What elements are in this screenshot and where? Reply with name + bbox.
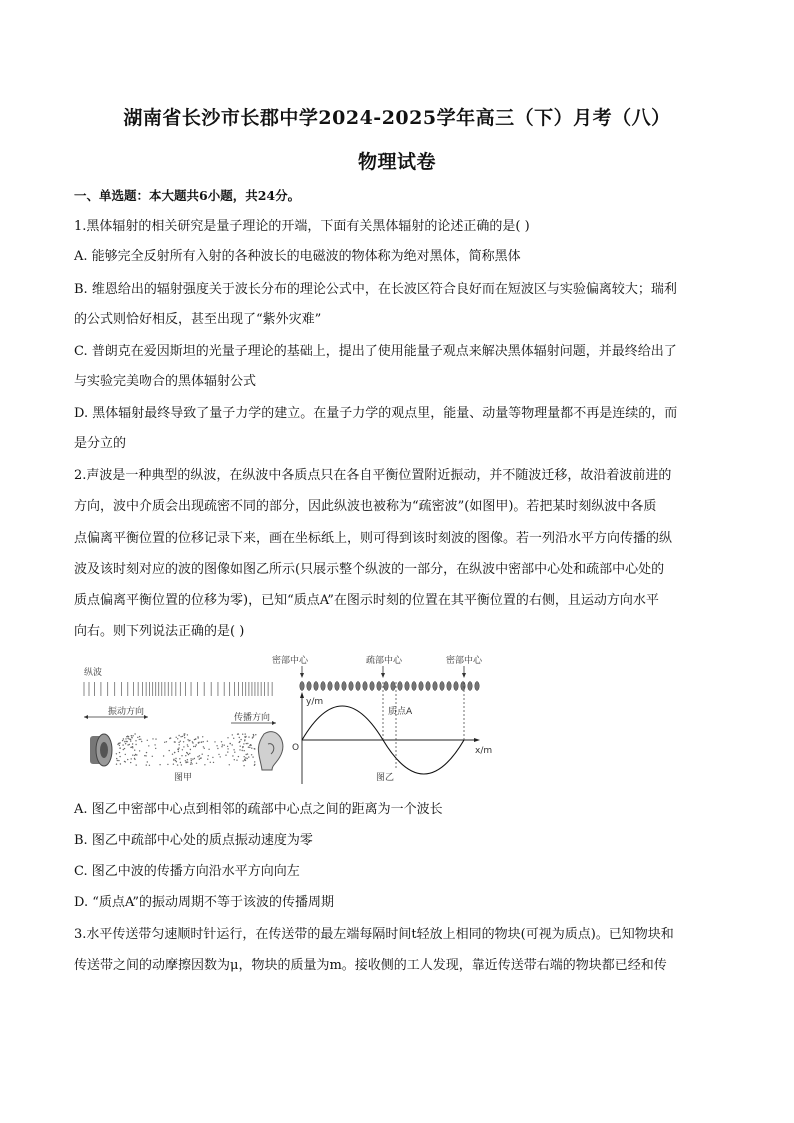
wave-dot	[250, 744, 251, 745]
wave-dot	[152, 756, 153, 757]
wave-dot	[166, 741, 167, 742]
wave-dot	[175, 760, 176, 761]
wave-dot	[117, 744, 118, 745]
wave-dot	[185, 755, 186, 756]
wave-dot	[190, 764, 191, 765]
wave-dot	[245, 733, 246, 734]
wave-dot	[187, 759, 188, 760]
wave-dot	[127, 744, 128, 745]
wave-dot	[227, 737, 228, 738]
wave-dot	[179, 744, 180, 745]
particle	[426, 682, 430, 691]
wave-dot	[130, 740, 131, 741]
wave-dot	[198, 742, 199, 743]
wave-dot	[180, 741, 181, 742]
wave-dot	[224, 745, 225, 746]
wave-dot	[199, 759, 200, 760]
particle	[363, 682, 367, 691]
wave-dot	[195, 746, 196, 747]
wave-dot	[178, 742, 179, 743]
wave-dot	[174, 752, 175, 753]
particle	[335, 682, 339, 691]
wave-dot	[134, 759, 135, 760]
particle	[321, 682, 325, 691]
wave-dot	[238, 756, 239, 757]
q2-stem-line4: 波及该时刻对应的波的图像如图乙所示(只展示整个纵波的一部分，在纵波中密部中心处和疏部中心处的	[74, 562, 665, 577]
figure-jia	[84, 666, 283, 783]
wave-dot	[144, 755, 145, 756]
wave-dot	[207, 759, 208, 760]
wave-dot	[136, 764, 137, 765]
wave-dot	[203, 746, 204, 747]
wave-dot	[126, 741, 127, 742]
particle	[391, 682, 395, 691]
wave-dot	[119, 756, 120, 757]
wave-dot	[116, 764, 117, 765]
wave-dot	[185, 760, 186, 761]
wave-dot	[191, 763, 192, 764]
wave-dot	[187, 734, 188, 735]
wave-dot	[220, 756, 221, 757]
wave-dot	[184, 733, 185, 734]
yi-caption: 图乙	[376, 773, 395, 783]
particle	[447, 682, 451, 691]
particle	[468, 682, 472, 691]
q1-stem: 1.黑体辐射的相关研究是量子理论的开端，下面有关黑体辐射的论述正确的是( )	[74, 219, 530, 234]
wave-dot	[119, 745, 120, 746]
wave-dot	[210, 762, 211, 763]
wave-dot	[117, 760, 118, 761]
wave-dot	[139, 736, 140, 737]
wave-dot	[154, 744, 155, 745]
wave-dot	[239, 737, 240, 738]
wave-dot	[176, 737, 177, 738]
wave-dot	[204, 764, 205, 765]
medium-particles-row	[300, 682, 479, 691]
wave-dot	[198, 737, 199, 738]
wave-dot	[178, 735, 179, 736]
wave-dot	[123, 738, 124, 739]
wave-dot	[222, 744, 223, 745]
jia-wave-label: 纵波	[84, 668, 103, 678]
wave-dot	[134, 750, 135, 751]
wave-dot	[232, 755, 233, 756]
wave-dot	[132, 735, 133, 736]
particle	[349, 682, 353, 691]
wave-dot	[125, 754, 126, 755]
wave-dot	[184, 735, 185, 736]
wave-dot	[242, 734, 243, 735]
wave-dot	[137, 737, 138, 738]
wave-dot	[190, 749, 191, 750]
wave-dot	[214, 741, 215, 742]
wave-dot	[246, 743, 247, 744]
wave-dot	[119, 748, 120, 749]
wave-dot	[169, 738, 170, 739]
wave-dot	[132, 746, 133, 747]
wave-dot	[173, 759, 174, 760]
wave-dot	[254, 764, 255, 765]
wave-dot	[136, 754, 137, 755]
q1-option-d-line1: D. 黑体辐射最终导致了量子力学的建立。在量子力学的观点里，能量、动量等物理量都不再是连续的，而	[74, 406, 678, 421]
ear-icon	[258, 732, 283, 770]
q2-option-a: A. 图乙中密部中心点到相邻的疏部中心点之间的距离为一个波长	[74, 802, 443, 817]
wave-dot	[217, 748, 218, 749]
wave-dot	[149, 765, 150, 766]
wave-dot	[139, 750, 140, 751]
wave-dot	[169, 750, 170, 751]
wave-dot	[208, 755, 209, 756]
particle	[342, 682, 346, 691]
wave-dot	[167, 764, 168, 765]
q2-stem-line3: 点偏离平衡位置的位移记录下来，画在坐标纸上，则可得到该时刻波的图像。若一列沿水平方向传播的纵	[74, 531, 673, 546]
particle	[384, 682, 388, 691]
wave-dot	[135, 744, 136, 745]
wave-dot	[173, 764, 174, 765]
wave-dot	[240, 746, 241, 747]
wave-dot	[155, 738, 156, 739]
yi-sparse-label: 疏部中心	[366, 656, 403, 666]
jia-propagation-label: 传播方向	[234, 713, 271, 723]
wave-dot	[243, 743, 244, 744]
wave-dot	[197, 756, 198, 757]
wave-dot	[187, 744, 188, 745]
wave-dot	[140, 739, 141, 740]
wave-dot	[178, 751, 179, 752]
wave-dot	[202, 754, 203, 755]
wave-dot	[164, 742, 165, 743]
q3-stem-line1: 3.水平传送带匀速顺时针运行，在传送带的最左端每隔时间t轻放上相同的物块(可视为质点)。已知物块和	[74, 927, 674, 942]
q2-stem-line1: 2.声波是一种典型的纵波，在纵波中各质点只在各自平衡位置附近振动，并不随波迁移，故沿着波前进的	[74, 468, 672, 483]
wave-dot	[252, 756, 253, 757]
wave-dot	[194, 758, 195, 759]
wave-dot	[203, 741, 204, 742]
wave-dot	[254, 748, 255, 749]
particle	[475, 682, 479, 691]
wave-dot	[180, 736, 181, 737]
wave-dot	[247, 753, 248, 754]
wave-dot	[131, 735, 132, 736]
yi-point-a-label: 质点A	[388, 707, 413, 717]
wave-dot	[127, 736, 128, 737]
wave-dot	[152, 738, 153, 739]
wave-dot	[146, 752, 147, 753]
wave-dot	[122, 740, 123, 741]
exam-subtitle: 物理试卷	[357, 151, 436, 173]
particle	[454, 682, 458, 691]
wave-dot	[192, 741, 193, 742]
wave-dot	[189, 740, 190, 741]
wave-dot	[252, 737, 253, 738]
wave-dot	[188, 754, 189, 755]
yi-dense-label-1: 密部中心	[272, 656, 309, 666]
q2-figure	[76, 652, 506, 784]
wave-dot	[147, 761, 148, 762]
yi-y-label: y/m	[306, 697, 324, 707]
wave-dot	[176, 761, 177, 762]
wave-dot	[187, 762, 188, 763]
q1-option-a: A. 能够完全反射所有入射的各种波长的电磁波的物体称为绝对黑体，简称黑体	[74, 249, 521, 264]
wave-dot	[182, 749, 183, 750]
q3-stem-line2: 传送带之间的动摩擦因数为μ，物块的质量为m。接收侧的工人发现，靠近传送带右端的物块都已经和传	[74, 958, 667, 973]
wave-dot	[125, 761, 126, 762]
wave-dot	[245, 757, 246, 758]
wave-dot	[244, 756, 245, 757]
wave-dot	[119, 752, 120, 753]
wave-dot	[225, 755, 226, 756]
q2-option-c: C. 图乙中波的传播方向沿水平方向向左	[74, 864, 300, 879]
wave-dot	[159, 764, 160, 765]
wave-dot	[175, 758, 176, 759]
q1-option-c-line1: C. 普朗克在爱因斯坦的光量子理论的基础上，提出了使用能量子观点来解决黑体辐射问题，并最终给出了	[74, 344, 677, 359]
wave-dot	[187, 753, 188, 754]
wave-dot	[181, 755, 182, 756]
speaker-icon	[90, 734, 112, 766]
wave-dot	[148, 745, 149, 746]
wave-dot	[243, 760, 244, 761]
wave-dot	[242, 750, 243, 751]
wave-dot	[232, 734, 233, 735]
wave-dot	[247, 743, 248, 744]
wave-dot	[208, 749, 209, 750]
wave-dot	[135, 754, 136, 755]
wave-dot	[127, 759, 128, 760]
wave-dot	[172, 754, 173, 755]
wave-dot	[255, 734, 256, 735]
wave-dot	[132, 743, 133, 744]
q2-option-d: D. “质点A”的振动周期不等于该波的传播周期	[74, 895, 334, 910]
jia-vibration-label: 振动方向	[108, 707, 145, 717]
yi-dense-label-2: 密部中心	[446, 656, 483, 666]
wave-dot	[216, 745, 217, 746]
yi-x-label: x/m	[475, 746, 493, 756]
q2-option-b: B. 图乙中疏部中心处的质点振动速度为零	[74, 833, 313, 848]
wave-dot	[193, 746, 194, 747]
wave-dot	[134, 733, 135, 734]
wave-dot	[236, 760, 237, 761]
wave-dot	[120, 763, 121, 764]
wave-dot	[181, 764, 182, 765]
wave-dot	[191, 760, 192, 761]
q1-option-b-line2: 的公式则恰好相反，甚至出现了“紫外灾难”	[74, 312, 322, 327]
wave-dot	[116, 753, 117, 754]
wave-dot	[118, 760, 119, 761]
wave-dot	[251, 748, 252, 749]
wave-dot	[130, 747, 131, 748]
wave-dot	[240, 739, 241, 740]
wave-dot	[251, 754, 252, 755]
wave-dot	[244, 739, 245, 740]
wave-dot	[229, 764, 230, 765]
particle	[398, 682, 402, 691]
wave-dot	[246, 754, 247, 755]
particle	[300, 682, 304, 691]
wave-dot	[227, 746, 228, 747]
wave-dot	[237, 734, 238, 735]
wave-dot	[130, 762, 131, 763]
wave-dot	[253, 734, 254, 735]
particle	[314, 682, 318, 691]
wave-dot	[116, 758, 117, 759]
wave-dot	[129, 738, 130, 739]
wave-dot	[127, 738, 128, 739]
wave-dot	[230, 743, 231, 744]
wave-dot	[221, 741, 222, 742]
wave-dot	[233, 749, 234, 750]
wave-dot	[192, 759, 193, 760]
particle	[433, 682, 437, 691]
wave-dot	[243, 765, 244, 766]
wave-dot	[212, 757, 213, 758]
wave-dot	[130, 739, 131, 740]
wave-dot	[124, 741, 125, 742]
wave-dot	[182, 736, 183, 737]
wave-dot	[155, 748, 156, 749]
wave-dot	[123, 749, 124, 750]
longitudinal-wave-stripes	[84, 682, 272, 696]
q1-option-d-line2: 是分立的	[74, 436, 127, 451]
wave-dot	[131, 758, 132, 759]
wave-dot	[204, 748, 205, 749]
wave-dot	[213, 762, 214, 763]
wave-dot	[248, 756, 249, 757]
wave-dot	[234, 759, 235, 760]
wave-dot	[163, 755, 164, 756]
yi-origin-label: O	[292, 743, 300, 753]
particle	[461, 682, 465, 691]
wave-dot	[199, 755, 200, 756]
wave-dot	[249, 747, 250, 748]
sound-wave-dots	[116, 733, 257, 766]
wave-dot	[248, 736, 249, 737]
wave-dot	[234, 752, 235, 753]
wave-dot	[242, 746, 243, 747]
wave-dot	[239, 742, 240, 743]
wave-dot	[202, 736, 203, 737]
wave-dot	[145, 755, 146, 756]
wave-dot	[201, 742, 202, 743]
wave-dot	[125, 743, 126, 744]
q2-stem-line5: 质点偏离平衡位置的位移为零)，已知“质点A”在图示时刻的位置在其平衡位置的右侧，且运动方向水平	[74, 593, 659, 608]
wave-dot	[180, 762, 181, 763]
wave-dot	[233, 738, 234, 739]
wave-dot	[227, 751, 228, 752]
wave-dot	[196, 763, 197, 764]
wave-dot	[253, 735, 254, 736]
particle	[377, 682, 381, 691]
wave-dot	[179, 758, 180, 759]
wave-dot	[139, 739, 140, 740]
wave-dot	[244, 750, 245, 751]
wave-dot	[239, 749, 240, 750]
wave-dot	[185, 762, 186, 763]
wave-dot	[129, 744, 130, 745]
wave-dot	[227, 748, 228, 749]
wave-dot	[218, 754, 219, 755]
wave-dot	[135, 740, 136, 741]
wave-dot	[132, 755, 133, 756]
wave-dot	[196, 744, 197, 745]
wave-dot	[247, 758, 248, 759]
wave-dot	[184, 737, 185, 738]
wave-dot	[125, 738, 126, 739]
wave-dot	[195, 738, 196, 739]
particle	[405, 682, 409, 691]
wave-dot	[141, 741, 142, 742]
particle	[356, 682, 360, 691]
wave-dot	[174, 741, 175, 742]
particle	[412, 682, 416, 691]
wave-dot	[183, 746, 184, 747]
wave-dot	[122, 744, 123, 745]
wave-dot	[232, 744, 233, 745]
exam-title: 湖南省长沙市长郡中学2024-2025学年高三（下）月考（八）	[123, 107, 671, 129]
wave-dot	[187, 739, 188, 740]
particle	[307, 682, 311, 691]
particle	[328, 682, 332, 691]
jia-caption: 图甲	[174, 773, 193, 783]
wave-dot	[254, 761, 255, 762]
wave-dot	[146, 764, 147, 765]
section-heading: 一、单选题：本大题共6小题，共24分。	[74, 188, 301, 203]
wave-dot	[221, 746, 222, 747]
wave-dot	[147, 740, 148, 741]
q2-stem-line2: 方向，波中介质会出现疏密不同的部分，因此纵波也被称为“疏密波”(如图甲)。若把某时刻纵波中各质	[74, 499, 657, 514]
wave-dot	[178, 747, 179, 748]
wave-dot	[248, 747, 249, 748]
wave-dot	[200, 757, 201, 758]
wave-dot	[183, 741, 184, 742]
wave-dot	[187, 746, 188, 747]
wave-dot	[177, 749, 178, 750]
particle	[419, 682, 423, 691]
q2-stem-line6: 向右。则下列说法正确的是( )	[74, 624, 245, 639]
wave-dot	[177, 738, 178, 739]
wave-dot	[189, 753, 190, 754]
wave-dot	[191, 762, 192, 763]
particle	[370, 682, 374, 691]
wave-dot	[245, 737, 246, 738]
q1-option-b-line1: B. 维恩给出的辐射强度关于波长分布的理论公式中，在长波区符合良好而在短波区与实验偏离较大；瑞利	[74, 282, 677, 297]
wave-dot	[207, 741, 208, 742]
wave-dot	[131, 737, 132, 738]
wave-dot	[119, 743, 120, 744]
wave-dot	[190, 758, 191, 759]
wave-dot	[244, 759, 245, 760]
wave-dot	[124, 748, 125, 749]
particle	[440, 682, 444, 691]
figure-yi	[272, 654, 492, 784]
q1-option-c-line2: 与实验完美吻合的黑体辐射公式	[74, 374, 257, 389]
wave-dot	[177, 764, 178, 765]
